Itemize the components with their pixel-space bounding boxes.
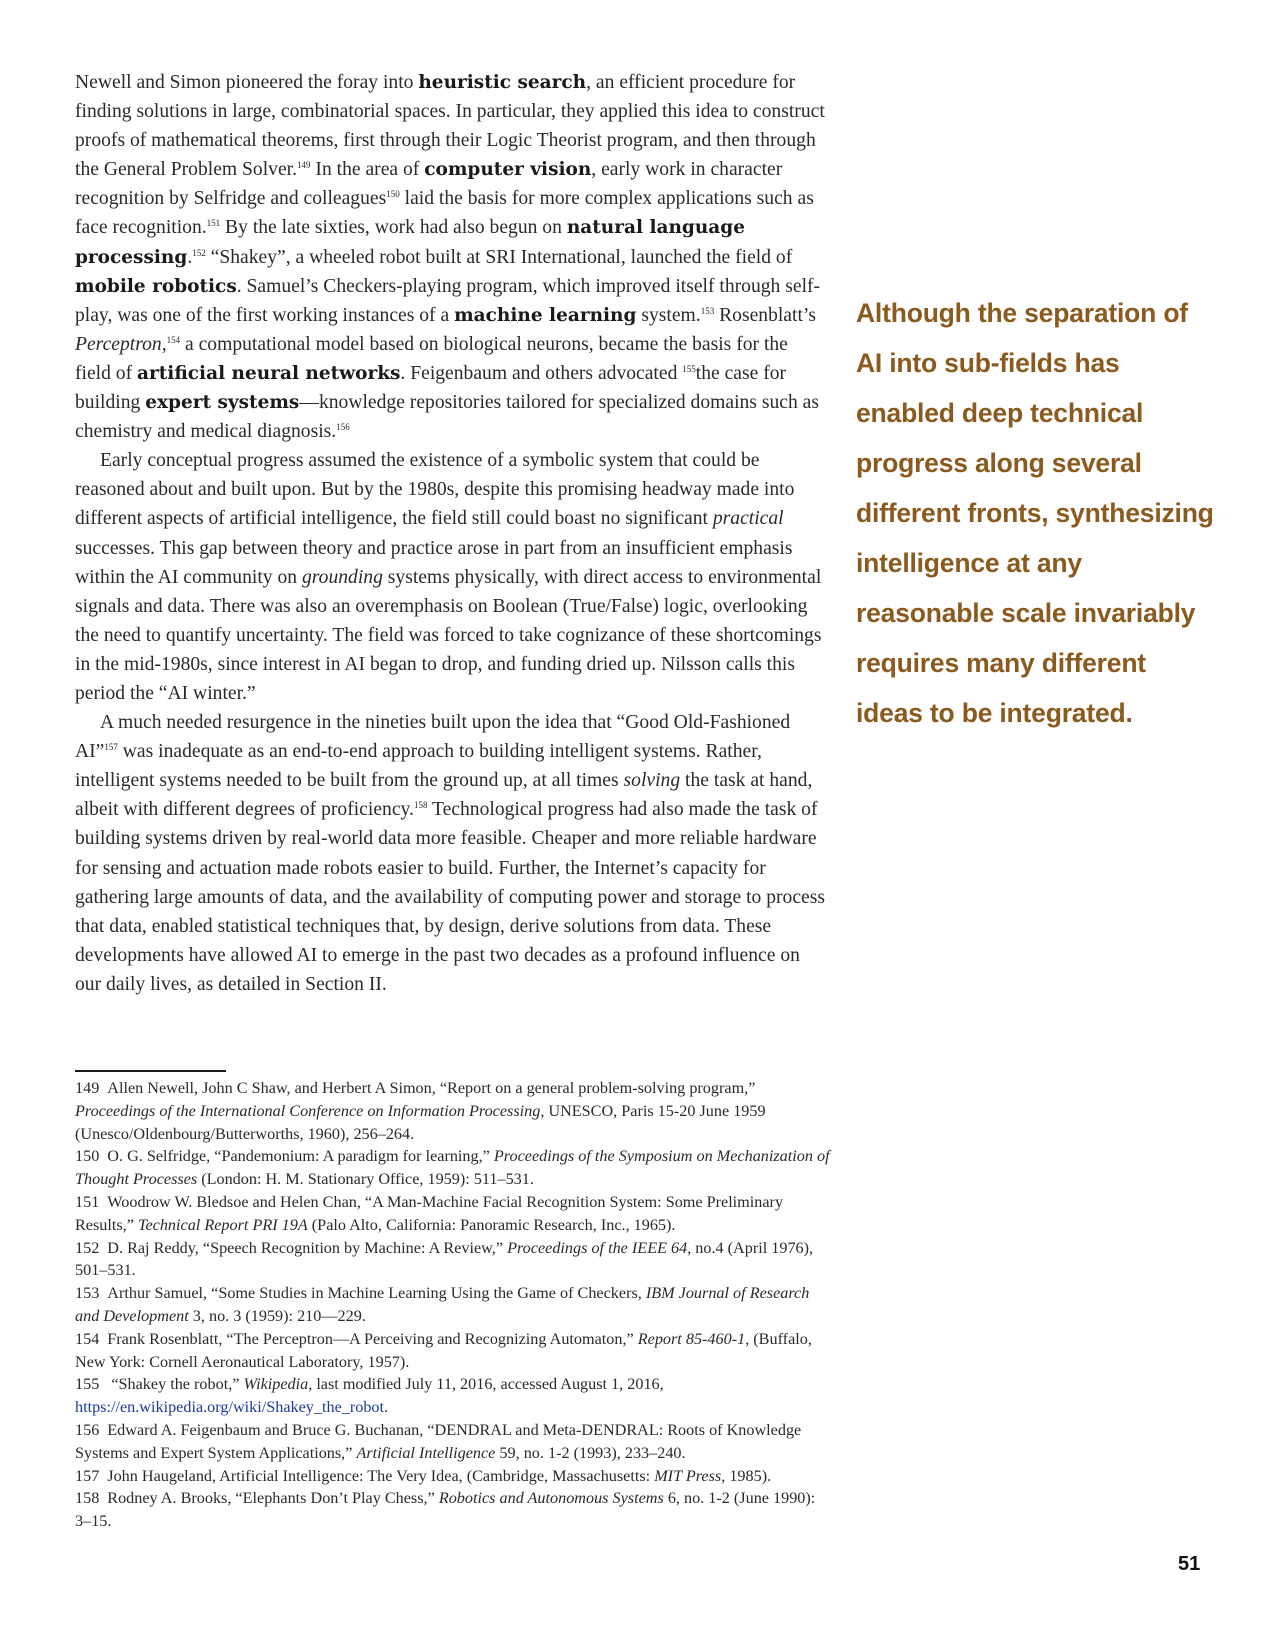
footnote-ref-158[interactable]: 158 — [413, 800, 428, 811]
text: , last modified July 11, 2016, accessed August 1, 2016, — [308, 1375, 664, 1394]
text: (London: H. M. Stationary Office, 1959): 511–531. — [197, 1170, 534, 1189]
keyword-artificial-neural-networks: artificial neural networks — [137, 362, 401, 384]
text: O. G. Selfridge, “Pandemonium: A paradigm for learning,” — [107, 1147, 494, 1166]
text: 3, no. 3 (1959): 210—229. — [188, 1306, 366, 1325]
text: Frank Rosenblatt, “The Perceptron—A Perceiving and Recognizing Automaton,” — [107, 1329, 638, 1348]
text: In the area of — [310, 159, 425, 181]
italic-perceptron: Perceptron — [75, 333, 162, 355]
wikipedia-link[interactable]: https://en.wikipedia.org/wiki/Shakey_the_robot — [75, 1398, 385, 1417]
keyword-expert-systems: expert systems — [145, 392, 300, 414]
keyword-mobile-robotics: mobile robotics — [75, 275, 237, 297]
footnote-number: 151 — [75, 1192, 100, 1211]
text: Woodrow W. Bledsoe and Helen Chan, “A Man-Machine Facial Recognition System: Some Preliminary Results,” — [75, 1192, 784, 1234]
keyword-heuristic-search: heuristic search — [418, 72, 587, 93]
italic: Artificial Intelligence — [356, 1443, 496, 1462]
footnote-ref-152[interactable]: 152 — [192, 247, 206, 258]
italic: Technical Report PRI 19A — [137, 1215, 308, 1234]
text: , early work in character recognition by Selfridge and colleagues — [75, 159, 783, 210]
italic: Proceedings of the Symposium on Mechanization of Thought Processes — [75, 1147, 830, 1189]
text: . Feigenbaum and others advocated — [400, 362, 683, 384]
text: Allen Newell, John C Shaw, and Herbert A Simon, “Report on a general problem-solving program,” — [107, 1079, 756, 1097]
text: systems physically, with direct access to environmental signals and data. There was also an overemphasis on Boolean (True/False) logic, overlooking the need to quantify uncertainty. The field was forced to take cognizance of these shortcomings in the mid-1980s, since interest in AI began to drop, and funding dried up. Nilsson calls this period the “AI winter.” — [75, 566, 822, 704]
footnote-155 — [75, 1373, 835, 1419]
footnote-number: 156 — [75, 1420, 100, 1439]
footnote-ref-154[interactable]: 154 — [166, 334, 181, 345]
footnote-ref-156[interactable]: 156 — [336, 422, 350, 433]
text: Newell and Simon pioneered the foray into — [75, 72, 419, 93]
footnote-150 — [75, 1145, 835, 1191]
text: “Shakey the robot,” — [107, 1375, 244, 1394]
italic: Robotics and Autonomous Systems — [438, 1489, 664, 1508]
footnote-number: 153 — [75, 1284, 100, 1303]
text: , UNESCO, Paris 15-20 June 1959 (Unesco/Oldenbourg/Butterworths, 1960), 256–264. — [75, 1101, 766, 1143]
footnotes — [75, 1077, 835, 1533]
text: John Haugeland, Artificial Intelligence: The Very Idea, (Cambridge, Massachusetts: — [107, 1466, 655, 1485]
text: Arthur Samuel, “Some Studies in Machine Learning Using the Game of Checkers, — [107, 1284, 646, 1303]
text: was inadequate as an end-to-end approach to building intelligent systems. Rather, intelligent systems needed to be built from the ground up, at all times — [75, 741, 762, 792]
text: Rosenblatt’s — [714, 304, 816, 326]
page-number: 51 — [1178, 1553, 1201, 1575]
footnote-ref-155[interactable]: 155 — [682, 363, 696, 374]
text: , no.4 (April 1976), 501–531. — [75, 1238, 814, 1280]
footnote-ref-153[interactable]: 153 — [700, 305, 715, 316]
text: 59, no. 1-2 (1993), 233–240. — [495, 1443, 686, 1462]
text: system. — [636, 304, 701, 326]
paragraph-2 — [75, 446, 825, 708]
footnote-number: 150 — [75, 1147, 100, 1166]
keyword-machine-learning: machine learning — [454, 304, 637, 326]
footnote-149 — [75, 1077, 835, 1145]
text: Early conceptual progress assumed the existence of a symbolic system that could be reasoned about and built upon. But by the 1980s, despite this promising headway made into different aspects of artificial intelligence, the field still could boast no significant — [75, 450, 795, 530]
italic-solving: solving — [623, 770, 681, 792]
footnote-ref-149[interactable]: 149 — [297, 160, 311, 171]
footnote-number: 157 — [75, 1466, 100, 1485]
text: “Shakey”, a wheeled robot built at SRI International, launched the field of — [205, 246, 793, 268]
paragraph-3 — [75, 708, 825, 999]
text: . — [384, 1398, 389, 1417]
italic: MIT Press — [654, 1466, 722, 1485]
footnote-157 — [75, 1465, 835, 1488]
text: By the late sixties, work had also begun on — [220, 217, 567, 239]
text: the task at hand, albeit with different degrees of proficiency. — [75, 770, 813, 821]
text: Rodney A. Brooks, “Elephants Don’t Play Chess,” — [107, 1489, 439, 1508]
italic: Report 85-460-1 — [637, 1329, 746, 1348]
body-text — [75, 68, 825, 999]
text: , — [161, 333, 167, 355]
pull-quote: Although the separation of AI into sub-fields has enabled deep technical progress along several different fronts, synthesizing intelligence at any reasonable scale invariably requires many different ideas to be integrated. — [856, 298, 1214, 728]
footnote-151 — [75, 1191, 835, 1237]
footnote-158 — [75, 1487, 835, 1533]
italic: IBM Journal of Research and Development — [75, 1284, 810, 1325]
footnote-number: 158 — [75, 1489, 100, 1508]
footnote-156 — [75, 1419, 835, 1465]
keyword-computer-vision: computer vision — [424, 159, 592, 181]
footnote-number: 149 — [75, 1079, 100, 1097]
text: laid the basis for more complex applications such as face recognition. — [75, 188, 814, 239]
footnote-153 — [75, 1282, 835, 1328]
text: the case for building — [75, 362, 787, 414]
text: a computational model based on biological neurons, became the basis for the field of — [75, 333, 788, 384]
keyword-natural-language-processing: natural language processing — [75, 217, 745, 268]
text: . Samuel’s Checkers-playing program, which improved itself through self-play, was one of the first working instances of a — [75, 275, 821, 326]
text: , (Buffalo, New York: Cornell Aeronautical Laboratory, 1957). — [75, 1329, 812, 1371]
text: Technological progress had also made the task of building systems driven by real-world data more feasible. Cheaper and more reliable hardware for sensing and actuation made robots easier to build. Further, the Internet’s capacity for gathering large amounts of data, and the availability of computing power and storage to process that data, enabled statistical techniques that, by design, derive solutions from data. These developments have allowed AI to emerge in the past two decades as a profound influence on our daily lives, as detailed in Section II. — [75, 799, 825, 995]
footnote-number: 154 — [75, 1329, 100, 1348]
paragraph-1 — [75, 68, 825, 446]
text: successes. This gap between theory and practice arose in part from an insufficient emphasis within the AI community on — [75, 537, 793, 588]
footnote-ref-150[interactable]: 150 — [386, 189, 400, 200]
footnote-154 — [75, 1328, 835, 1374]
italic: Proceedings of the IEEE 64 — [507, 1238, 688, 1257]
text: Edward A. Feigenbaum and Bruce G. Buchanan, “DENDRAL and Meta-DENDRAL: Roots of Knowledge Systems and Expert System Applications,” — [75, 1420, 802, 1462]
text: (Palo Alto, California: Panoramic Research, Inc., 1965). — [307, 1215, 676, 1234]
footnote-number: 155 — [75, 1375, 100, 1394]
text: 6, no. 1-2 (June 1990): 3–15. — [75, 1489, 816, 1531]
text: D. Raj Reddy, “Speech Recognition by Machine: A Review,” — [107, 1238, 508, 1257]
italic: Proceedings of the International Conference on Information Processing — [75, 1101, 541, 1120]
footnote-ref-151[interactable]: 151 — [206, 218, 221, 229]
text: —knowledge repositories tailored for specialized domains such as chemistry and medical diagnosis. — [75, 392, 819, 443]
text: . — [187, 246, 193, 268]
italic-practical: practical — [712, 508, 784, 530]
italic: Wikipedia — [243, 1375, 309, 1394]
italic-grounding: grounding — [301, 566, 383, 588]
footnote-152 — [75, 1237, 835, 1283]
footnote-ref-157[interactable]: 157 — [104, 742, 118, 753]
footnote-number: 152 — [75, 1238, 100, 1257]
text: , 1985). — [721, 1466, 772, 1485]
footnote-divider — [75, 1070, 226, 1072]
text: , an efficient procedure for finding solutions in large, combinatorial spaces. In particular, they applied this idea to construct proofs of mathematical theorems, first through their Logic Theorist program, and then through the General Problem Solver. — [75, 72, 825, 181]
text: A much needed resurgence in the nineties built upon the idea that “Good Old-Fashioned AI” — [75, 712, 791, 763]
